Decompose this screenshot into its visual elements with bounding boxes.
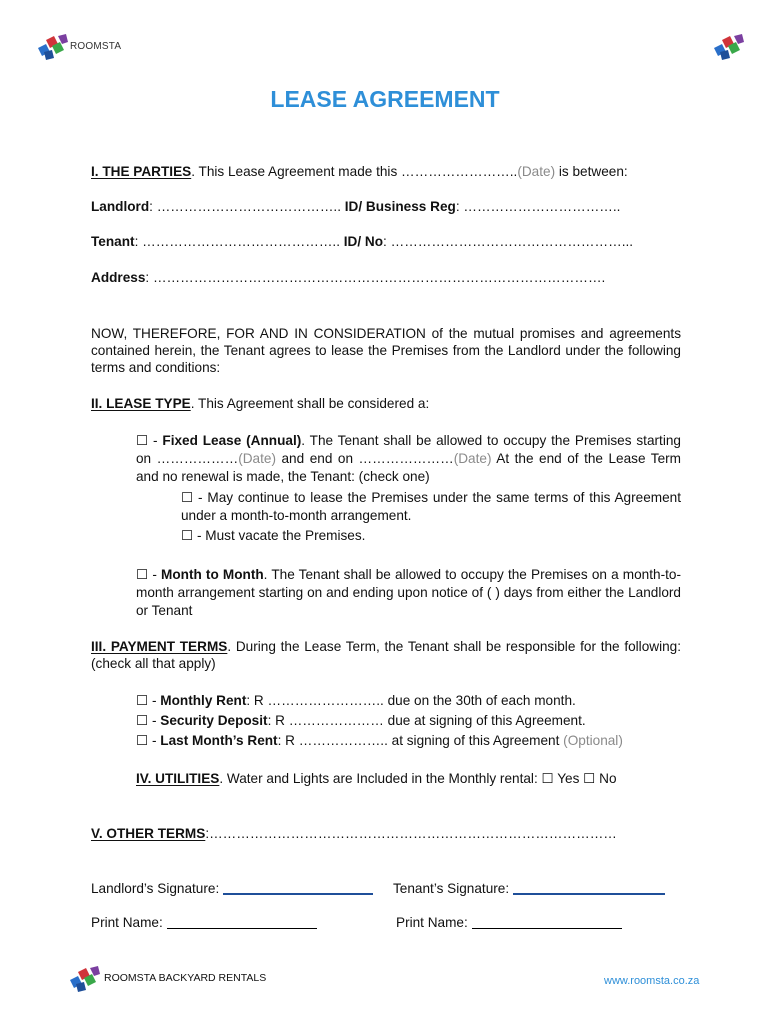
roomsta-logo-icon	[712, 34, 746, 60]
tenant-dots: : ……………………………………..	[134, 234, 340, 249]
tenant-line	[91, 234, 633, 249]
payment-item-security-deposit[interactable]	[136, 713, 586, 729]
month-to-month-label: Month to Month	[161, 567, 264, 582]
fixed-lease-label: Fixed Lease (Annual)	[162, 433, 302, 448]
other-terms-heading: V. OTHER TERMS	[91, 826, 206, 841]
payment-item-label: Monthly Rent	[160, 693, 247, 708]
month-to-month-paragraph	[136, 566, 681, 620]
footer-brand: ROOMSTA BACKYARD RENTALS	[104, 972, 267, 984]
fixed-lease-text2: and end on …………………	[275, 451, 454, 466]
fixed-lease-date2: (Date)	[453, 451, 492, 466]
payment-item-text: : R ………………… due at signing of this Agreement.	[267, 713, 586, 728]
landlord-print-name-line[interactable]	[91, 915, 317, 930]
utilities-line	[136, 771, 617, 787]
other-terms-line	[91, 826, 617, 841]
parties-date-hint: (Date)	[517, 164, 556, 179]
fixed-option-continue[interactable]: ☐ - May continue to lease the Premises under the same terms of this Agreement under a month-to-month arrangement.	[181, 490, 681, 523]
fixed-lease-text1: . The Tenant shall be allowed to occupy the Premises starting on ………………	[136, 433, 681, 466]
lease-type-line	[91, 396, 429, 411]
tenant-print-name-label: Print Name:	[396, 915, 472, 930]
landlord-signature-label: Landlord’s Signature:	[91, 881, 224, 896]
payment-item-text: : R …………………….. due on the 30th of each month.	[246, 693, 576, 708]
tenant-signature-label: Tenant’s Signature:	[393, 881, 513, 896]
tenant-id-label: ID/ No	[343, 234, 384, 249]
checkbox[interactable]: ☐ -	[136, 713, 161, 728]
tenant-signature-line[interactable]	[393, 880, 665, 896]
lease-type-heading: II. LEASE TYPE	[91, 396, 191, 411]
lease-type-text: . This Agreement shall be considered a:	[190, 396, 430, 411]
utilities-heading: IV. UTILITIES	[136, 771, 220, 786]
payment-text: . During the Lease Term, the Tenant shall be responsible for the following: (check all that apply)	[91, 639, 681, 671]
parties-heading: I. THE PARTIES	[91, 164, 192, 179]
parties-text-end: is between:	[555, 164, 628, 179]
tenant-id-dots: : ……………………………………………...	[383, 234, 634, 249]
payment-heading: III. PAYMENT TERMS	[91, 639, 228, 654]
month-to-month-checkbox[interactable]: ☐ -	[136, 567, 162, 582]
address-label: Address	[91, 270, 146, 285]
fixed-lease-date1: (Date)	[238, 451, 276, 466]
roomsta-logo-icon	[68, 966, 102, 992]
address-dots: : ……………………………………………………………………………………….	[145, 270, 606, 285]
landlord-label: Landlord	[91, 199, 150, 214]
fixed-lease-paragraph	[136, 432, 681, 486]
payment-item-optional: (Optional)	[563, 733, 623, 748]
landlord-print-name-field[interactable]	[167, 915, 317, 929]
parties-text: . This Lease Agreement made this ……………………..	[191, 164, 518, 179]
parties-line	[91, 164, 628, 179]
payment-terms-paragraph	[91, 638, 681, 672]
utilities-text[interactable]: . Water and Lights are Included in the Monthly rental: ☐ Yes ☐ No	[219, 771, 617, 786]
header-brand: ROOMSTA	[70, 41, 122, 52]
fixed-lease-text3: At the end of the Lease Term and no renewal is made, the Tenant: (check one)	[136, 451, 682, 484]
payment-item-last-month-rent[interactable]	[136, 733, 623, 749]
fixed-lease-checkbox[interactable]: ☐ -	[136, 433, 163, 448]
landlord-signature-line[interactable]	[91, 880, 373, 896]
landlord-line	[91, 199, 620, 214]
document-title: LEASE AGREEMENT	[270, 86, 500, 112]
tenant-signature-field[interactable]	[513, 880, 665, 895]
roomsta-logo-icon	[36, 34, 70, 60]
month-to-month-text: . The Tenant shall be allowed to occupy the Premises on a month-to-month arrangement starting on and ending upon notice of ( ) days from either the Landlord or Tenant	[136, 567, 681, 618]
landlord-print-name-label: Print Name:	[91, 915, 167, 930]
landlord-id-label: ID/ Business Reg	[344, 199, 456, 214]
payment-item-label: Last Month’s Rent	[160, 733, 278, 748]
now-therefore-paragraph: NOW, THEREFORE, FOR AND IN CONSIDERATION of the mutual promises and agreements contained herein, the Tenant agrees to lease the Premises from the Landlord under the following terms and conditions:	[91, 326, 681, 375]
fixed-option-vacate[interactable]: ☐ - Must vacate the Premises.	[181, 528, 366, 543]
checkbox[interactable]: ☐ -	[136, 693, 161, 708]
checkbox[interactable]: ☐ -	[136, 733, 161, 748]
payment-item-label: Security Deposit	[160, 713, 268, 728]
tenant-print-name-line[interactable]	[396, 915, 622, 930]
tenant-print-name-field[interactable]	[472, 915, 622, 929]
footer-website-link[interactable]: www.roomsta.co.za	[604, 975, 700, 987]
address-line	[91, 270, 605, 285]
other-terms-dots: :………………………………………………………………………………	[205, 826, 617, 841]
landlord-id-dots: : ……………………………..	[455, 199, 621, 214]
landlord-signature-field[interactable]	[223, 880, 373, 895]
landlord-dots: : …………………………………..	[149, 199, 341, 214]
payment-item-text: : R ……………….. at signing of this Agreement	[277, 733, 564, 748]
payment-item-monthly-rent[interactable]	[136, 693, 576, 709]
tenant-label: Tenant	[91, 234, 135, 249]
